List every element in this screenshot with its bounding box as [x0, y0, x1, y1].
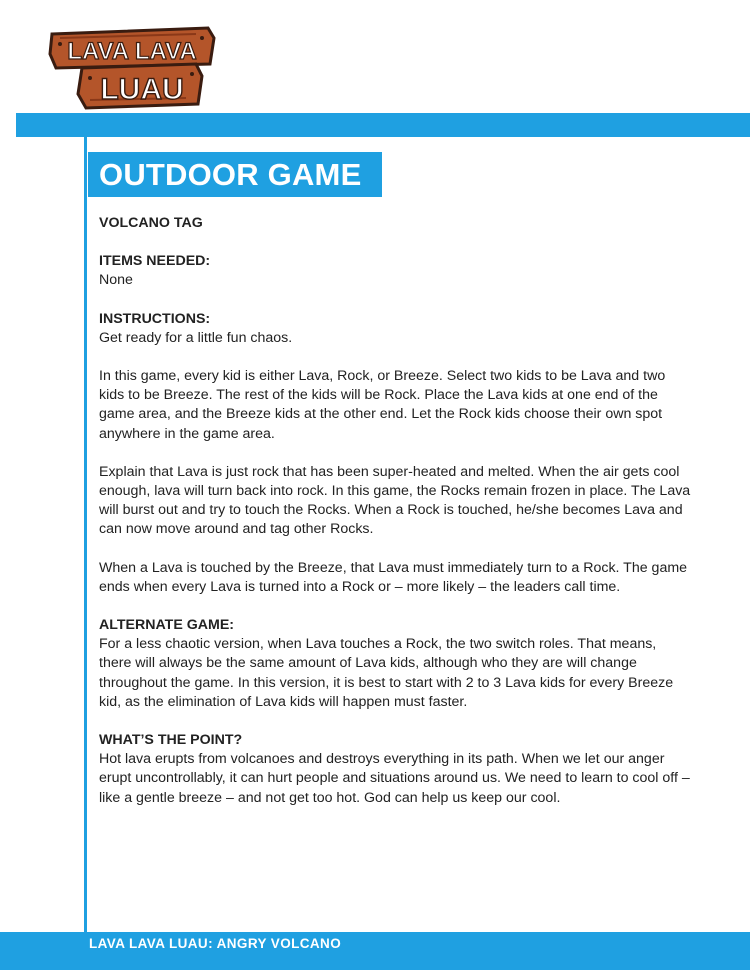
footer-title: LAVA LAVA LUAU: ANGRY VOLCANO	[89, 936, 342, 951]
instructions-paragraph: In this game, every kid is either Lava, Rock, or Breeze. Select two kids to be Lava and two kids to be Breeze. The rest of the kids will be Rock. Place the Lava kids at one end of the game area, and the Breeze kids at the other end. Let the Rock kids choose their own spot anywhere in the game area.	[99, 368, 666, 442]
game-title: VOLCANO TAG	[99, 215, 203, 231]
alternate-game-text: For a less chaotic version, when Lava touches a Rock, the two switch roles. That means, there will always be the same amount of Lava kids, although who they are will change throughout the game. In this version, it is best to start with 2 to 3 Lava kids for every Breeze kid, as the elimination of Lava kids will happen must faster.	[99, 636, 674, 710]
instructions-paragraph: Explain that Lava is just rock that has been super-heated and melted. When the air gets cool enough, lava will turn back into rock. In this game, the Rocks remain frozen in place. The Lava will burst out and try to touch the Rocks. When a Rock is touched, he/she becomes Lava and can now move around and tag other Rocks.	[99, 463, 691, 538]
instructions-paragraph: When a Lava is touched by the Breeze, that Lava must immediately turn to a Rock. The game ends when every Lava is turned into a Rock or – more likely – the leaders call time.	[99, 559, 688, 595]
lava-lava-luau-logo	[46, 24, 218, 110]
left-accent-line	[84, 137, 87, 932]
logo-line-1: LAVA LAVA	[67, 38, 197, 65]
items-needed-label: ITEMS NEEDED:	[99, 253, 211, 270]
instructions-intro: Get ready for a little fun chaos.	[99, 329, 293, 346]
logo-line-2: LUAU	[100, 73, 184, 106]
alternate-game-label: ALTERNATE GAME:	[99, 617, 235, 634]
game-content	[99, 214, 691, 827]
section-heading: OUTDOOR GAME	[88, 152, 382, 197]
top-accent-band	[16, 113, 750, 137]
point-text: Hot lava erupts from volcanoes and destroys everything in its path. When we let our anger erupt uncontrollably, it can hurt people and situations around us. We need to learn to cool off – like a gentle breeze – and not get too hot. God can help us keep our cool.	[99, 751, 690, 806]
items-needed-value: None	[99, 272, 133, 289]
instructions-label: INSTRUCTIONS:	[99, 310, 211, 327]
point-label: WHAT’S THE POINT?	[99, 732, 243, 749]
footer-band	[0, 932, 750, 970]
